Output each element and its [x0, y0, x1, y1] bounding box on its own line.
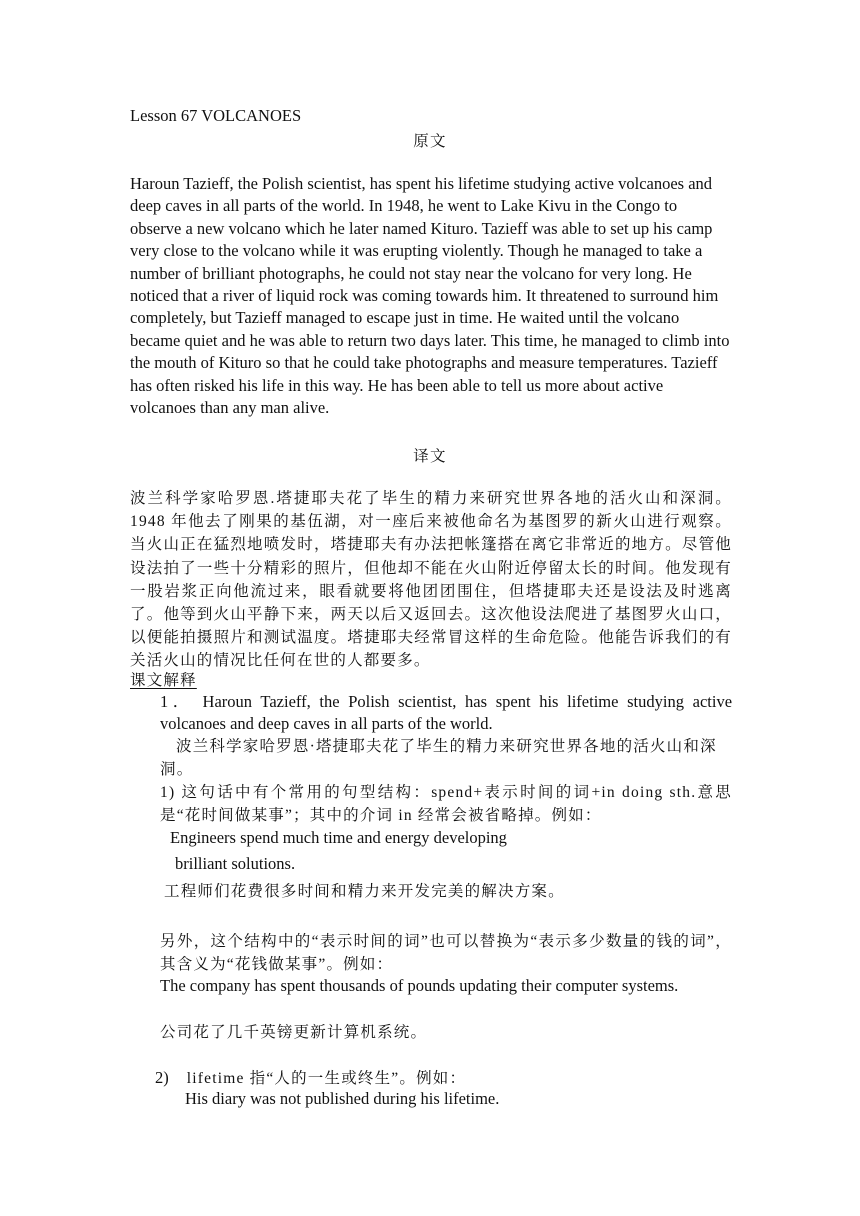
note2-number: 2) — [155, 1068, 169, 1087]
item1-translation: 波兰科学家哈罗恩·塔捷耶夫花了毕生的精力来研究世界各地的活火山和深洞。 — [160, 738, 717, 778]
note1-text: 1) 这句话中有个常用的句型结构：spend+表示时间的词+in doing sth.意思是“花时间做某事”；其中的介词 in 经常会被省略掉。例如： — [160, 784, 732, 824]
note1-extra-example: The company has spent thousands of pounds updating their computer systems. — [160, 976, 679, 995]
note2-text: lifetime 指“人的一生或终生”。例如： — [186, 1070, 467, 1087]
item1-number: 1． — [160, 692, 194, 711]
item1-sentence-block — [160, 691, 732, 736]
item1-sentence: Haroun Tazieff, the Polish scientist, has spent his lifetime studying active volcanoes and deep caves in all parts of the world. — [160, 692, 733, 734]
note1-extra-translation: 公司花了几千英镑更新计算机系统。 — [160, 1024, 428, 1041]
note1-example-line1: Engineers spend much time and energy developing — [170, 828, 507, 847]
original-heading: 原文 — [413, 133, 447, 150]
note2 — [155, 1066, 466, 1088]
note1-example-translation: 工程师们花费很多时间和精力来开发完美的解决方案。 — [164, 883, 565, 900]
explanation-item-1 — [160, 691, 732, 736]
translation-heading: 译文 — [413, 448, 447, 465]
note1-extra: 另外，这个结构中的“表示时间的词”也可以替换为“表示多少数量的钱的词”，其含义为“花钱做某事”。例如： — [160, 933, 732, 973]
note1-example-line2: brilliant solutions. — [175, 854, 296, 873]
lesson-title: Lesson 67 VOLCANOES — [130, 106, 302, 125]
original-text: Haroun Tazieff, the Polish scientist, has spent his lifetime studying active volcanoes and deep caves in all parts of the world. In 1948, he went to Lake Kivu in the Congo to observe a new volcano which he later named Kituro. Tazieff was able to set up his camp very close to the volcano while it was erupting violently. Though he managed to take a number of brilliant photographs, he could not stay near the volcano for very long. He noticed that a river of liquid rock was coming towards him. It threatened to surround him completely, but Tazieff managed to escape just in time. He waited until the volcano became quiet and he was able to return two days later. This time, he managed to climb into the mouth of Kituro so that he could take photographs and measure temperatures. Tazieff has often risked his life in this way. He has been able to tell us more about active volcanoes than any man alive. — [130, 174, 730, 418]
note2-example: His diary was not published during his lifetime. — [185, 1089, 500, 1108]
translation-text: 波兰科学家哈罗恩.塔捷耶夫花了毕生的精力来研究世界各地的活火山和深洞。1948 年他去了刚果的基伍湖，对一座后来被他命名为基图罗的新火山进行观察。当火山正在猛烈地喷发时，塔捷耶夫有办法把帐篷搭在离它非常近的地方。尽管他设法拍了一些十分精彩的照片，但他却不能在火山附近停留太长的时间。他发现有一股岩浆正向他流过来，眼看就要将他团团围住，但塔捷耶夫还是设法及时逃离了。他等到火山平静下来，两天以后又返回去。这次他设法爬进了基图罗火山口，以便能拍摄照片和测试温度。塔捷耶夫经常冒这样的生命危险。他能告诉我们的有关活火山的情况比任何在世的人都要多。 — [130, 490, 732, 670]
explanation-heading: 课文解释 — [130, 672, 197, 689]
